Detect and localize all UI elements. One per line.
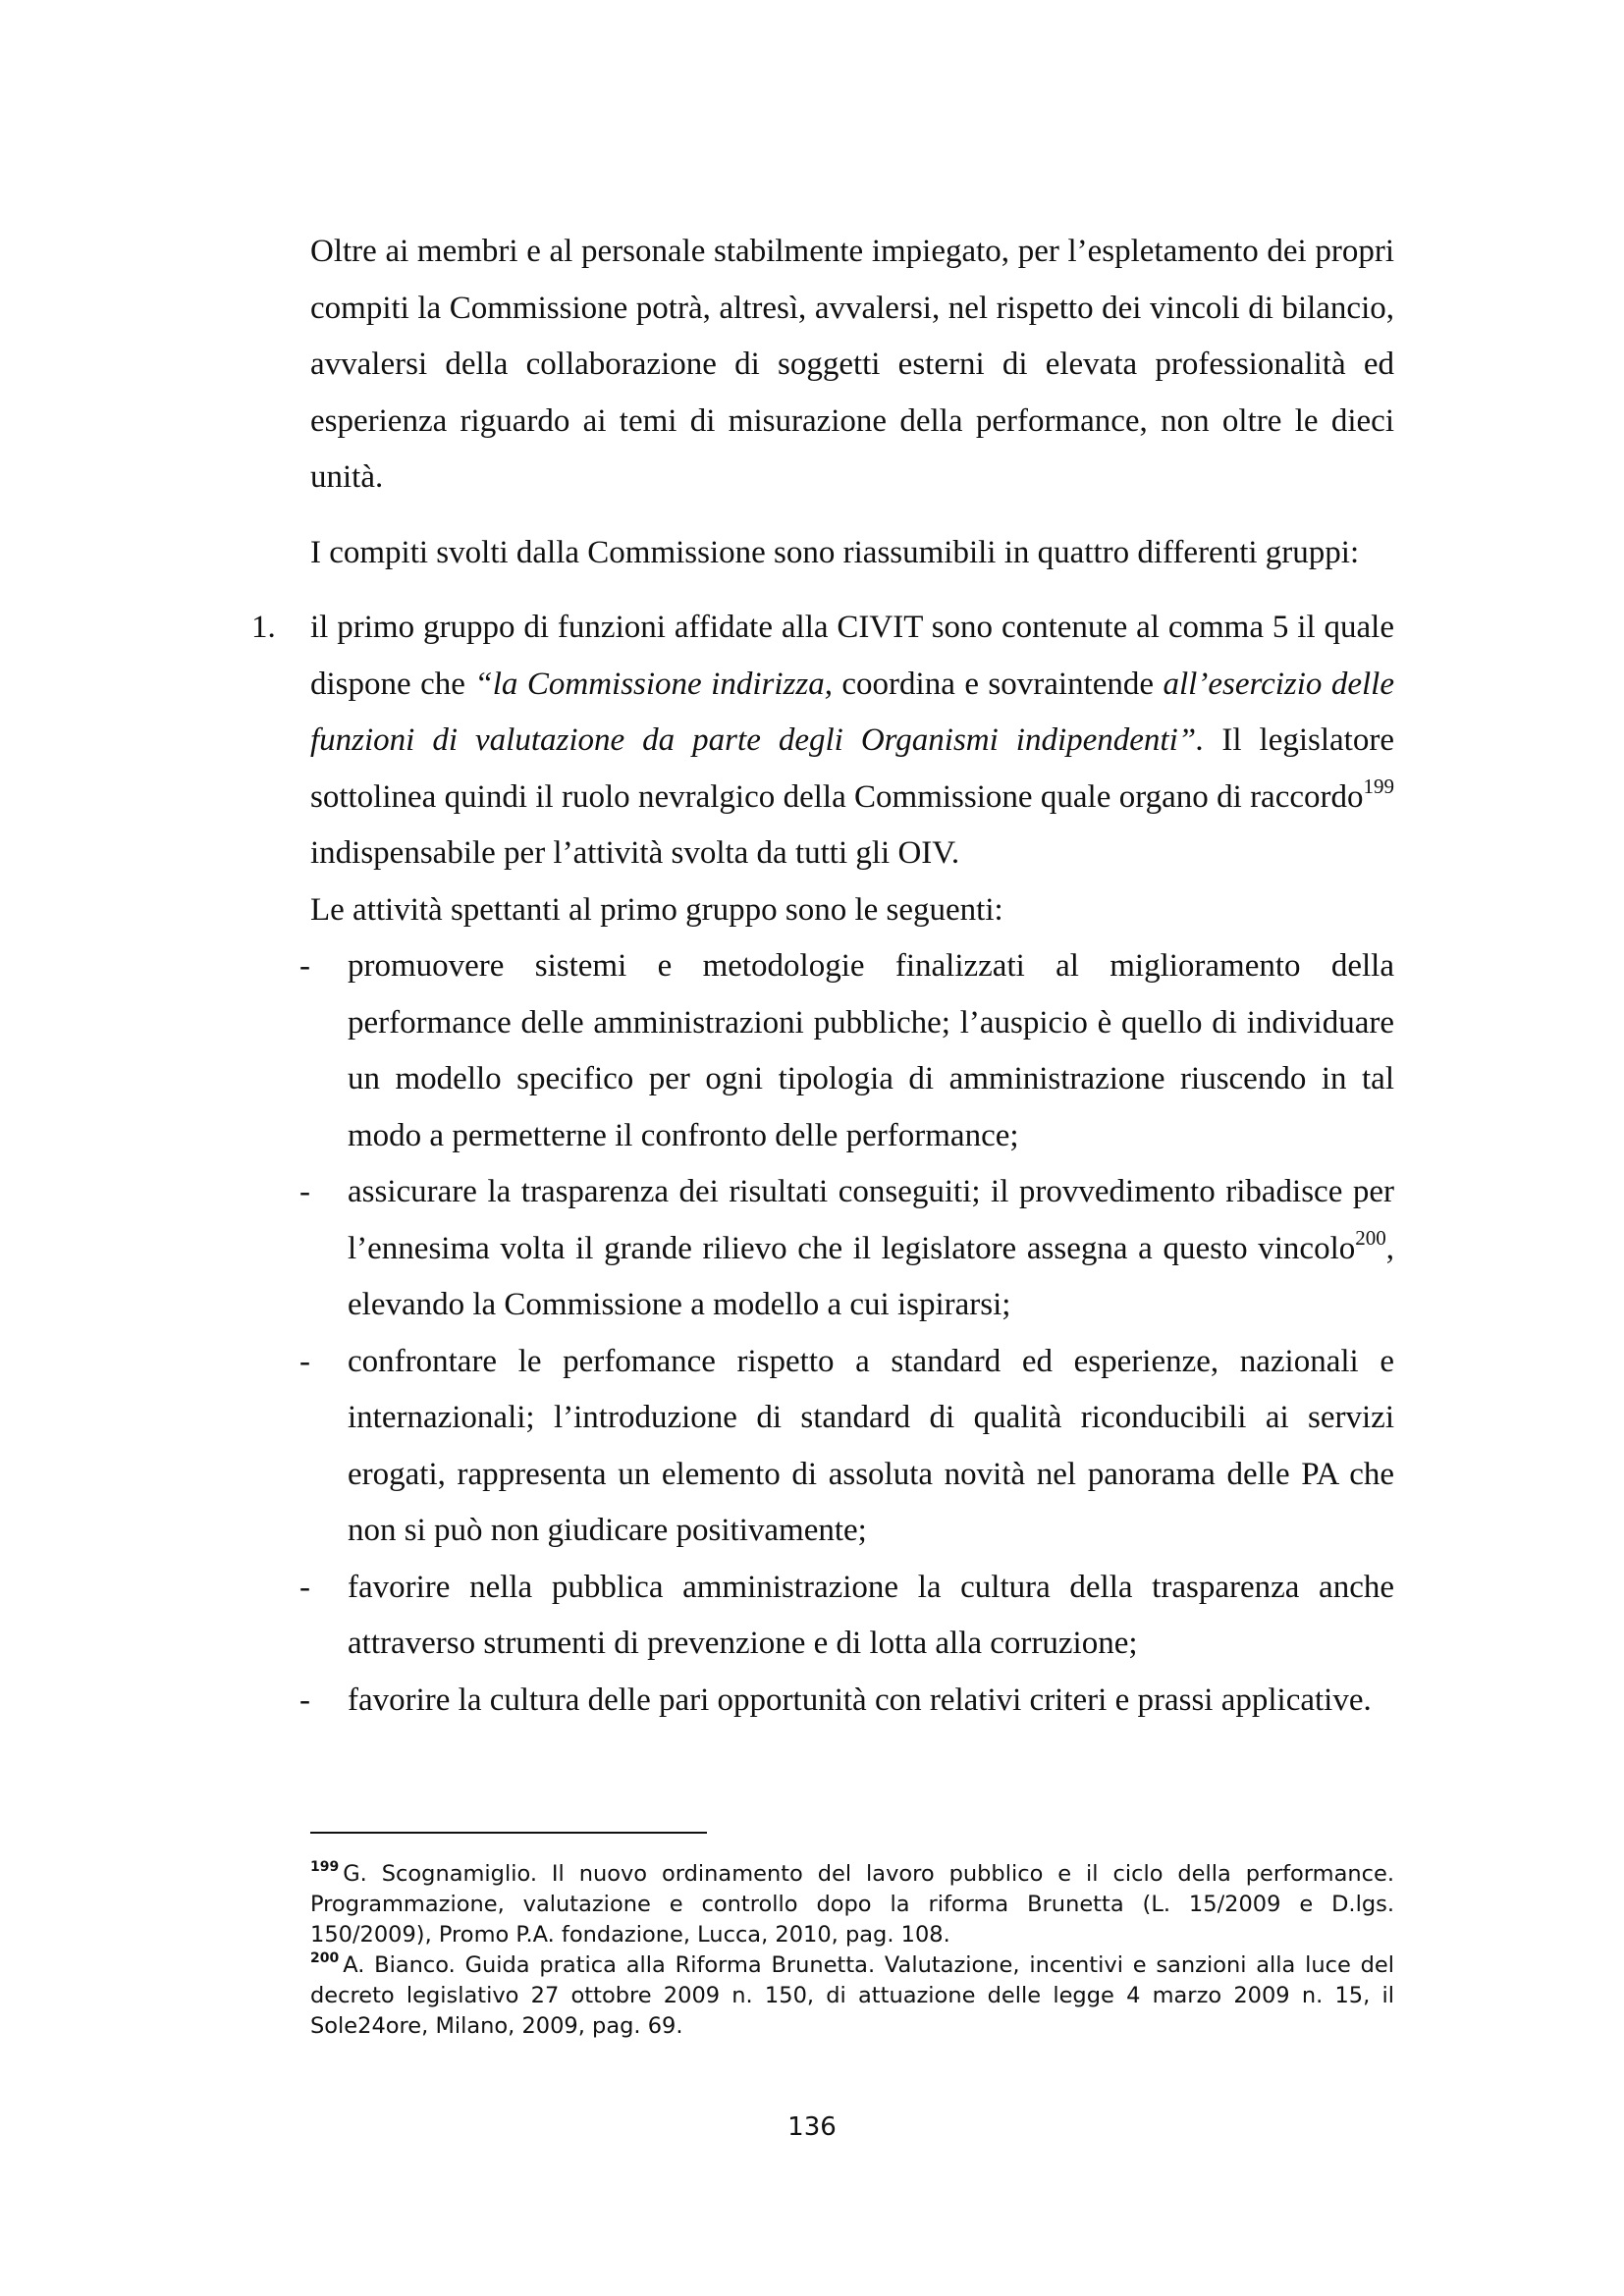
list-item xyxy=(299,1560,1394,1673)
quote-part-2: all’esercizio delle funzioni di valutazione da parte degli Organismi indipendenti”. xyxy=(310,666,1394,758)
dash-marker: - xyxy=(299,1343,310,1379)
activities-list xyxy=(299,938,1394,1729)
paragraph-groups-intro: I compiti svolti dalla Commissione sono riassumibili in quattro differenti gruppi: xyxy=(310,534,1360,570)
footnote-ref-200[interactable]: 200 xyxy=(1355,1225,1386,1250)
list-item-text: promuovere sistemi e metodologie finalizzati al miglioramento della performance delle amministrazioni pubbliche; l’auspicio è quello di individuare un modello specifico per ogni tipologia di amministrazione riuscendo in tal modo a permetterne il confronto delle performance; xyxy=(348,948,1394,1153)
footnote-text: A. Bianco. Guida pratica alla Riforma Brunetta. Valutazione, incentivi e sanzioni alla luce del decreto legislativo 27 ottobre 2009 n. 150, di attuazione delle legge 4 marzo 2009 n. 15, il Sole24ore, Milano, 2009, pag. 69. xyxy=(310,1952,1394,2039)
footnote-199 xyxy=(310,1859,1394,1950)
list-item-text: confrontare le perfomance rispetto a standard ed esperienze, nazionali e internazionali; l’introduzione di standard di qualità riconducibili ai servizi erogati, rappresenta un elemento di assoluta novità nel panorama delle PA che non si può non giudicare positivamente; xyxy=(348,1343,1394,1548)
list-item xyxy=(299,1334,1394,1560)
footnote-number: 199 xyxy=(310,1859,340,1875)
list-number-marker: 1. xyxy=(251,610,276,645)
list-item-text: favorire la cultura delle pari opportunità con relativi criteri e prassi applicative. xyxy=(348,1682,1372,1718)
page-number: 136 xyxy=(787,2112,837,2142)
quote-part-1: “la Commissione indirizza, xyxy=(474,666,833,702)
dash-marker: - xyxy=(299,1174,310,1209)
footnote-separator xyxy=(310,1832,707,1834)
activities-intro: Le attività spettanti al primo gruppo sono le seguenti: xyxy=(310,891,1003,928)
footnote-text: G. Scognamiglio. Il nuovo ordinamento del lavoro pubblico e il ciclo della performance. Programmazione, valutazione e controllo dopo la riforma Brunetta (L. 15/2009 e D.lgs. 150/2009), Promo P.A. fondazione, Lucca, 2010, pag. 108. xyxy=(310,1861,1394,1948)
dash-marker: - xyxy=(299,1569,310,1605)
list-item-text: assicurare la trasparenza dei risultati conseguiti; il provvedimento ribadisce per l’ennesima volta il grande rilievo che il legislatore assegna a questo vincolo xyxy=(348,1174,1394,1266)
numbered-item-text xyxy=(310,600,1394,882)
list-item-text-after: , elevando la Commissione a modello a cui ispirarsi; xyxy=(348,1230,1394,1322)
footnote-number: 200 xyxy=(310,1950,340,1966)
footnotes xyxy=(310,1859,1394,2042)
numbered-item-1 xyxy=(251,600,1394,1729)
list-item xyxy=(299,1164,1394,1334)
dash-marker: - xyxy=(299,1682,310,1718)
item-intro: il primo gruppo di funzioni affidate alla CIVIT sono contenute al comma 5 il quale dispone che xyxy=(310,610,1394,702)
item-after-footnote: indispensabile per l’attività svolta da tutti gli OIV. xyxy=(310,835,960,871)
footnote-200 xyxy=(310,1950,1394,2042)
list-item xyxy=(299,1673,1394,1730)
list-item xyxy=(299,938,1394,1164)
item-mid: coordina e sovraintende xyxy=(832,666,1164,702)
dash-marker: - xyxy=(299,948,310,984)
list-item-text: favorire nella pubblica amministrazione la cultura della trasparenza anche attraverso strumenti di prevenzione e di lotta alla corruzione; xyxy=(348,1569,1394,1661)
paragraph-staff: Oltre ai membri e al personale stabilmente impiegato, per l’espletamento dei propri compiti la Commissione potrà, altresì, avvalersi, nel rispetto dei vincoli di bilancio, avvalersi della collaborazione di soggetti esterni di elevata professionalità ed esperienza riguardo ai temi di misurazione della performance, non oltre le dieci unità. xyxy=(310,234,1394,495)
footnote-ref-199[interactable]: 199 xyxy=(1363,774,1394,798)
body-text xyxy=(251,224,1394,1729)
item-after-quote: Il legislatore sottolinea quindi il ruolo nevralgico della Commissione quale organo di raccordo xyxy=(310,722,1394,815)
